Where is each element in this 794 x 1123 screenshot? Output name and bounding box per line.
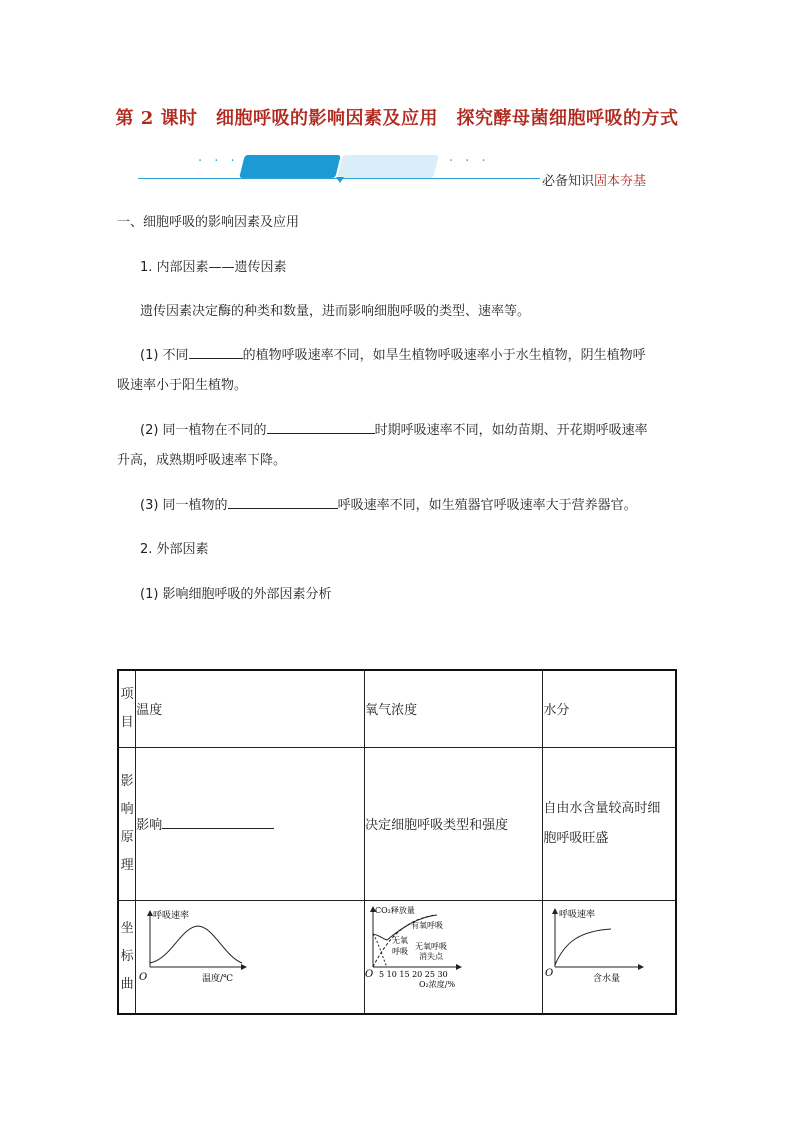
paragraph-intro: 遗传因素决定酶的种类和数量，进而影响细胞呼吸的类型、速率等。 [140, 304, 531, 319]
water-origin: O [545, 967, 554, 979]
table-row-graph [118, 900, 676, 1014]
page-title: 第 2 课时 细胞呼吸的影响因素及应用 探究酵母菌细胞呼吸的方式 [115, 108, 679, 129]
temp-principle-prefix: 影响 [136, 818, 163, 833]
item3-post: 呼吸速率不同，如生殖器官呼吸速率大于营养器官。 [337, 498, 637, 513]
paragraph-item3 [140, 491, 637, 521]
banner-label-black: 必备知识 [542, 174, 595, 189]
banner-dots-left: · · · [198, 154, 239, 169]
oxygen-origin: O [365, 968, 374, 980]
banner-tab-inactive [337, 155, 439, 178]
label-vanish-2: 消失点 [419, 951, 444, 961]
label-anaerobic-1: 无氧 [392, 935, 409, 945]
water-curve [555, 929, 611, 965]
fill-blank-2[interactable] [267, 419, 375, 434]
row-header-graph-text: 坐标曲 [120, 920, 134, 992]
factors-table [117, 669, 677, 1015]
temp-origin: O [139, 971, 148, 983]
banner-label-red: 固本夯基 [594, 174, 647, 189]
paragraph-item2 [140, 416, 648, 446]
oxygen-graph [365, 901, 540, 1009]
paragraph-external-item1: (1) 影响细胞呼吸的外部因素分析 [140, 587, 332, 602]
label-vanish-1: 无氧呼吸 [415, 941, 448, 951]
paragraph-item1 [140, 341, 646, 371]
temp-curve [150, 926, 242, 963]
temp-graph [136, 901, 361, 1009]
item2-pre: (2) 同一植物在不同的 [140, 423, 267, 438]
row-header-graph [118, 900, 136, 1014]
cell-water-principle [543, 747, 676, 900]
temp-xlabel: 温度/℃ [202, 973, 234, 984]
paragraph-item2-line2: 升高，成熟期呼吸速率下降。 [117, 453, 287, 468]
cell-water-graph [543, 900, 676, 1014]
item1-post: 的植物呼吸速率不同，如旱生植物呼吸速率小于水生植物，阴生植物呼 [242, 348, 646, 363]
row-header-project-text: 项目 [120, 686, 134, 730]
oxygen-ylabel: CO₂释放量 [375, 905, 415, 915]
table-row-header [118, 670, 676, 747]
water-graph [543, 901, 673, 1009]
section-heading: 一、细胞呼吸的影响因素及应用 [117, 215, 300, 230]
cell-temp-principle [136, 747, 365, 900]
row-header-principle-text: 影响原理 [120, 773, 134, 873]
temp-ylabel: 呼吸速率 [153, 910, 190, 921]
cell-temp-graph [136, 900, 365, 1014]
col-header-temp: 温度 [136, 670, 365, 747]
paragraph-item1-line2: 吸速率小于阳生植物。 [117, 378, 248, 393]
row-header-project [118, 670, 136, 747]
label-anaerobic-2: 呼吸 [392, 946, 409, 956]
water-ylabel: 呼吸速率 [559, 909, 596, 920]
oxygen-ticks: 5 10 15 20 25 30 [379, 969, 448, 979]
oxygen-xlabel: O₂浓度/% [419, 979, 456, 989]
water-principle-text: 自由水含量较高时细胞呼吸旺盛 [543, 800, 661, 846]
water-xlabel: 含水量 [593, 973, 621, 984]
section-banner [138, 150, 678, 190]
banner-dots-right: · · · [449, 154, 490, 169]
fill-blank-1[interactable] [189, 344, 243, 359]
table-row-principle [118, 747, 676, 900]
label-aerobic: 有氧呼吸 [411, 920, 444, 930]
caret-down-icon [336, 177, 344, 183]
item3-pre: (3) 同一植物的 [140, 498, 228, 513]
col-header-oxygen: 氧气浓度 [365, 670, 543, 747]
item1-pre: (1) 不同 [140, 348, 189, 363]
sub-heading-external: 2. 外部因素 [140, 542, 209, 557]
banner-label [542, 170, 646, 189]
fill-blank-temp[interactable] [162, 814, 274, 829]
fill-blank-3[interactable] [228, 494, 338, 509]
item2-post: 时期呼吸速率不同，如幼苗期、开花期呼吸速率 [374, 423, 648, 438]
cell-oxygen-graph [365, 900, 543, 1014]
cell-oxygen-principle: 决定细胞呼吸类型和强度 [365, 747, 543, 900]
sub-heading-internal: 1. 内部因素——遗传因素 [140, 260, 287, 275]
banner-tab-active [239, 155, 341, 178]
row-header-principle [118, 747, 136, 900]
col-header-water: 水分 [543, 670, 676, 747]
